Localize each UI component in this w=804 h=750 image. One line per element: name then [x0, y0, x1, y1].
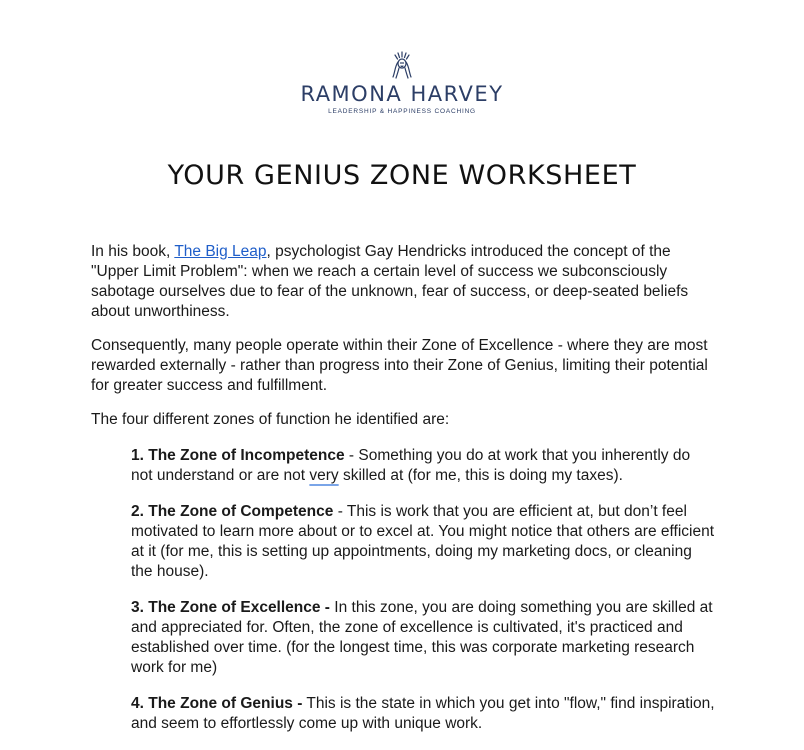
zone-description: In this zone, you are doing something you are skilled at and appreciated for. Often, the zone of excellence is cultivated, it's practiced and established over time. (for the longest time, this was corporate marketing research work for me) — [131, 599, 713, 676]
excellence-paragraph: Consequently, many people operate within their Zone of Excellence - where they are most rewarded externally - rather than progress into their Zone of Genius, limiting their potential for greater success and fulfillment. — [91, 337, 708, 394]
zone-name: 4. The Zone of Genius - — [131, 695, 303, 712]
zone-incompetence — [131, 446, 715, 486]
zones-intro-paragraph: The four different zones of function he identified are: — [91, 411, 450, 428]
zone-genius — [131, 694, 715, 734]
zone-description: - Something you do at work that you inherently do not understand or are not — [131, 447, 691, 484]
zone-competence — [131, 502, 715, 582]
brand-logo — [0, 50, 804, 115]
brand-tagline: LEADERSHIP & HAPPINESS COACHING — [328, 108, 476, 115]
intro-paragraph — [91, 242, 715, 322]
brand-name: RAMONA HARVEY — [300, 82, 504, 106]
big-leap-link[interactable]: The Big Leap — [174, 243, 267, 260]
goddess-emblem-icon — [387, 50, 417, 80]
zone-name: 2. The Zone of Competence — [131, 503, 334, 520]
zone-excellence — [131, 598, 715, 678]
page-title: YOUR GENIUS ZONE WORKSHEET — [167, 160, 637, 191]
intro-suffix: , psychologist Gay Hendricks introduced the concept of the "Upper Limit Problem": when we reach a certain level of success we subconsciously sabotage ourselves due to fear of the unknown, fear of success, or deep-seated beliefs about unworthiness. — [91, 243, 689, 320]
zone-description: - This is work that you are efficient at, but don’t feel motivated to learn more about or to excel at. You might notice that others are efficient at it (for me, this is setting up appointments, doing my marketing docs, or cleaning the house). — [131, 503, 715, 580]
zone-name: 3. The Zone of Excellence - — [131, 599, 330, 616]
zone-description-end: skilled at (for me, this is doing my taxes). — [338, 467, 623, 484]
zone-description: This is the state in which you get into "flow," find inspiration, and seem to effortlessly come up with unique work. — [131, 695, 715, 732]
spellcheck-flagged-word[interactable]: very — [309, 467, 339, 484]
zones-list — [91, 446, 715, 734]
intro-prefix: In his book, — [91, 243, 175, 260]
zone-name: 1. The Zone of Incompetence — [131, 447, 345, 464]
document-body — [91, 242, 715, 750]
